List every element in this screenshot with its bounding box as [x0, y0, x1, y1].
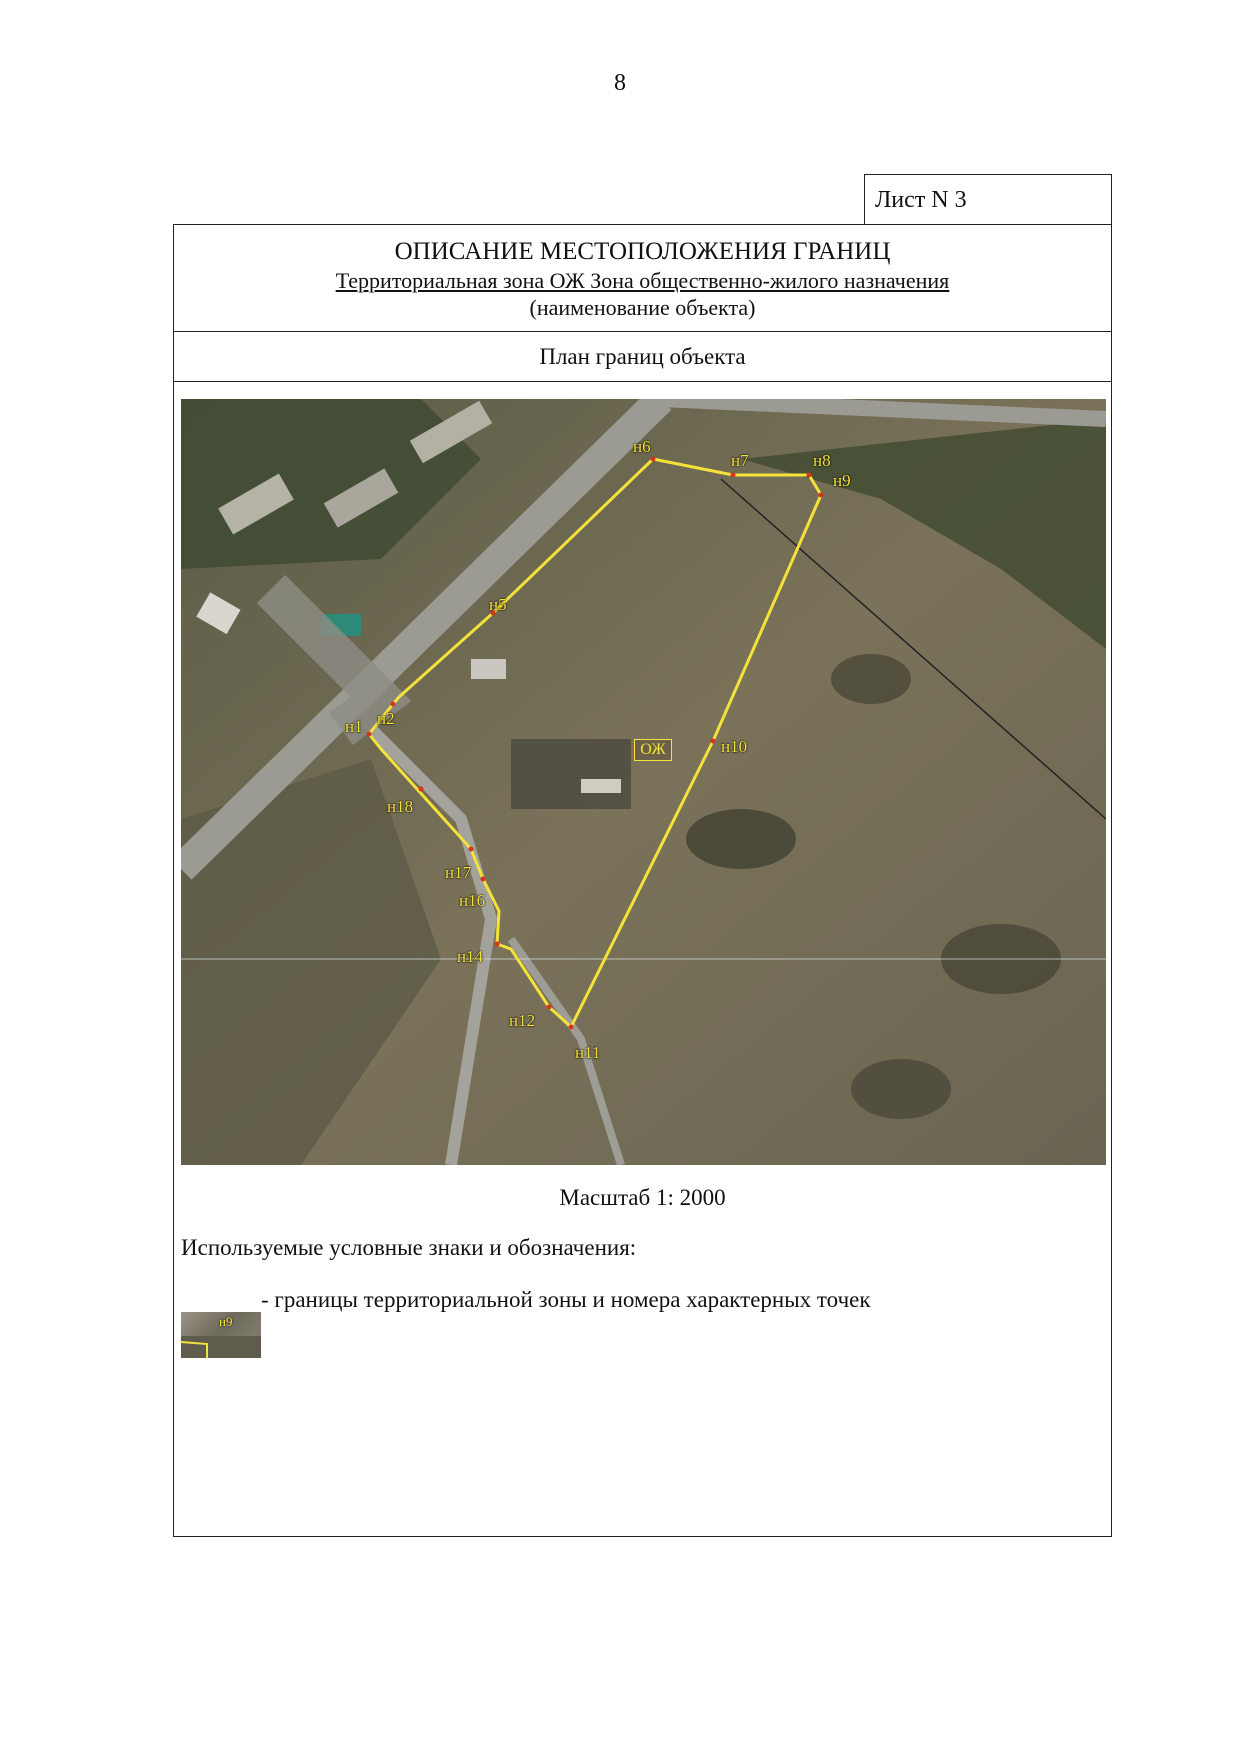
map-scale: Масштаб 1: 2000 — [559, 1185, 726, 1210]
legend-swatch-label: н9 — [219, 1314, 233, 1329]
legend-title: Используемые условные знаки и обозначения: — [181, 1235, 637, 1260]
point-label-n11: н11 — [575, 1043, 601, 1062]
sheet-number: Лист N 3 — [875, 187, 967, 213]
industrial-yard — [511, 739, 631, 809]
point-label-n2: н2 — [377, 709, 395, 728]
zone-name: Территориальная зона ОЖ Зона общественно-жилого назначения — [335, 268, 950, 293]
document-title: ОПИСАНИЕ МЕСТОПОЛОЖЕНИЯ ГРАНИЦ — [394, 238, 891, 265]
point-label-n6: н6 — [633, 437, 651, 456]
map-image — [181, 399, 1106, 1165]
point-label-n9: н9 — [833, 471, 851, 490]
zone-code-label: ОЖ — [634, 739, 672, 761]
boundary-map — [181, 399, 1106, 1165]
building — [471, 659, 506, 679]
document-frame — [173, 224, 1112, 1537]
sheet-number-box — [864, 174, 1112, 224]
point-label-n12: н12 — [509, 1011, 536, 1030]
object-caption: (наименование объекта) — [529, 295, 756, 320]
vegetation-patch — [851, 1059, 951, 1119]
page-number: 8 — [614, 70, 626, 96]
vegetation-patch — [831, 654, 911, 704]
legend-boundary-swatch — [181, 1312, 261, 1358]
vegetation-patch — [686, 809, 796, 869]
header-block — [174, 225, 1111, 332]
point-label-n7: н7 — [731, 451, 749, 470]
point-label-n1: н1 — [345, 717, 363, 736]
point-label-n16: н16 — [459, 891, 486, 910]
plan-title: План границ объекта — [174, 332, 1111, 382]
point-label-n10: н10 — [721, 737, 748, 756]
point-label-n14: н14 — [457, 947, 484, 966]
point-label-n5: н5 — [489, 595, 507, 614]
legend-boundary-text: - границы территориальной зоны и номера характерных точек — [261, 1287, 871, 1312]
point-label-n18: н18 — [387, 797, 414, 816]
building — [581, 779, 621, 793]
point-label-n17: н17 — [445, 863, 472, 882]
point-label-n8: н8 — [813, 451, 831, 470]
